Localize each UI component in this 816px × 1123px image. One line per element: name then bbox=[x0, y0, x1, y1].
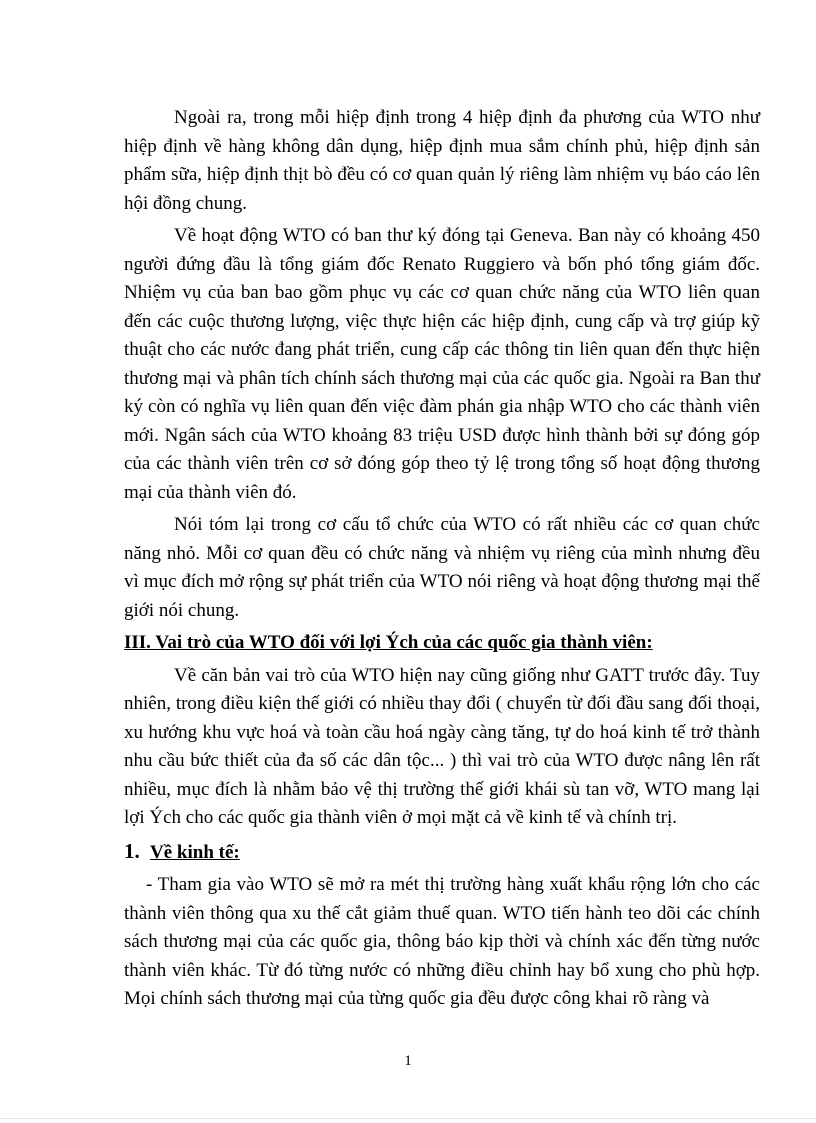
paragraph-agreements: Ngoài ra, trong mỗi hiệp định trong 4 hiệp định đa phương của WTO như hiệp định về hàng không dân dụng, hiệp định mua sắm chính phủ, hiệp định sản phẩm sữa, hiệp định thịt bò đều có cơ quan quản lý riêng làm nhiệm vụ báo cáo lên hội đồng chung. bbox=[124, 107, 760, 214]
paragraph-economy: - Tham gia vào WTO sẽ mở ra mét thị trường hàng xuất khẩu rộng lớn cho các thành viên thông qua xu thế cắt giảm thuế quan. WTO tiến hành teo dõi các chính sách thương mại của các quốc gia, thông báo kịp thời và chính xác đến từng nước thành viên khác. Từ đó từng nước có những điều chỉnh hay bổ xung cho phù hợp. Mọi chính sách thương mại của từng quốc gia đều được công khai rõ ràng và bbox=[124, 874, 760, 1009]
paragraph-summary: Nói tóm lại trong cơ cấu tổ chức của WTO có rất nhiều các cơ quan chức năng nhỏ. Mỗi cơ quan đều có chức năng và nhiệm vụ riêng của mình nhưng đều vì mục đích mở rộng sự phát triển của WTO nói riêng và hoạt động thương mại thế giới nói chung. bbox=[124, 514, 760, 621]
paragraph-secretariat: Về hoạt động WTO có ban thư ký đóng tại Geneva. Ban này có khoảng 450 người đứng đầu là tổng giám đốc Renato Ruggiero và bốn phó tổng giám đốc. Nhiệm vụ của ban bao gồm phục vụ các cơ quan chức năng của WTO liên quan đến các cuộc thương lượng, việc thực hiện các hiệp định, cung cấp và trợ giúp kỹ thuật cho các nước đang phát triển, cung cấp các thông tin liên quan đến thực hiện thương mại và phân tích chính sách thương mại của các quốc gia. Ngoài ra Ban thư ký còn có nghĩa vụ liên quan đến việc đàm phán gia nhập WTO cho các thành viên mới. Ngân sách của WTO khoảng 83 triệu USD được hình thành bởi sự đóng góp của các thành viên trên cơ sở đóng góp theo tỷ lệ trong tổng số hoạt động thương mại của thành viên đó. bbox=[124, 225, 760, 503]
subsection-heading bbox=[124, 837, 760, 868]
page-bottom-divider bbox=[0, 1118, 816, 1119]
subsection-title: Về kinh tế: bbox=[150, 841, 240, 863]
document-body bbox=[124, 104, 760, 1018]
subsection-number: 1. bbox=[124, 838, 140, 863]
section-heading: III. Vai trò của WTO đối với lợi Ých của các quốc gia thành viên: bbox=[124, 632, 653, 653]
page-number: 1 bbox=[404, 1053, 412, 1069]
paragraph-role: Về căn bản vai trò của WTO hiện nay cũng giống như GATT trước đây. Tuy nhiên, trong điều kiện thế giới có nhiều thay đổi ( chuyển từ đối đầu sang đối thoại, xu hướng khu vực hoá và toàn cầu hoá ngày càng tăng, tự do hoá kinh tế trở thành nhu cầu bức thiết của đa số các dân tộc... ) thì vai trò của WTO được nâng lên rất nhiều, mục đích là nhằm bảo vệ thị trường thế giới khái sù tan vỡ, WTO mang lại lợi Ých cho các quốc gia thành viên ở mọi mặt cả về kinh tế và chính trị. bbox=[124, 664, 760, 828]
